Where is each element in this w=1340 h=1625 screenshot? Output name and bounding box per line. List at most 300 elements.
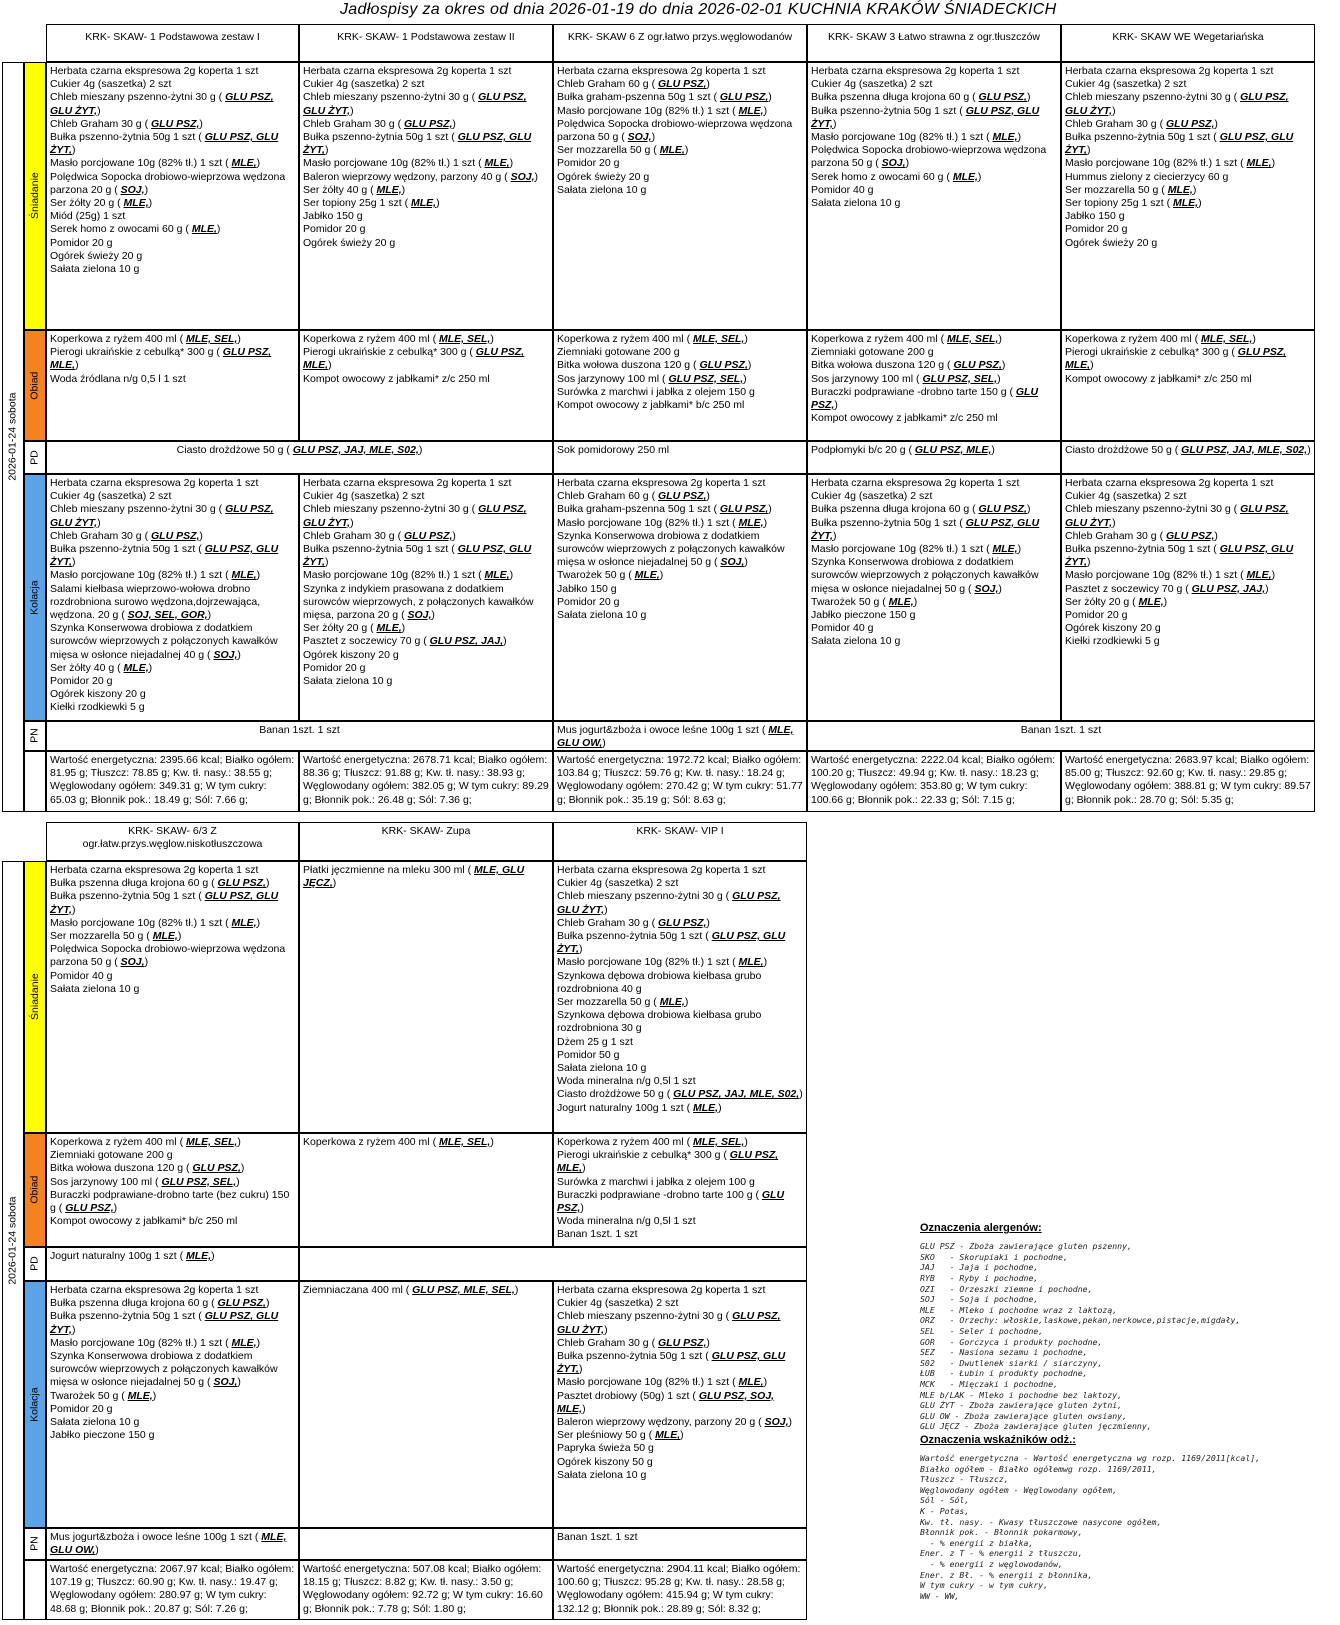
menu-item: Chleb Graham 60 g ( GLU PSZ,) [557, 490, 710, 503]
menu-item: Banan 1szt. 1 szt [1020, 724, 1102, 736]
menu-item: Ser żółty 40 g ( MLE,) [303, 183, 406, 196]
allergen-entry: SOJ - Soja i pochodne, [920, 1294, 1039, 1305]
menu-item: Buraczki podprawiane-drobno tarte (bez cukru) 150 g ( GLU PSZ,) [50, 1188, 290, 1215]
menu-item: Bułka pszenno-żytnia 50g 1 szt ( GLU PSZ, GLU ŻYT,) [1065, 543, 1294, 569]
meal-sniadanie [24, 62, 46, 330]
menu-item: Płatki jęczmienne na mleku 300 ml ( MLE, GLU JĘCZ,) [303, 864, 525, 890]
menu-item: Chleb Graham 30 g ( GLU PSZ,) [1065, 117, 1218, 130]
menu-item: Kompot owocowy z jabłkami* z/c 250 ml [1065, 372, 1252, 385]
menu-item: Ziemniaczana 400 ml ( GLU PSZ, MLE, SEL,) [303, 1284, 519, 1296]
menu-item: Pomidor 40 g [811, 622, 874, 635]
menu-item: Herbata czarna ekspresowa 2g koperta 1 szt [557, 477, 766, 489]
obiad-cell [553, 330, 807, 441]
menu-item: Sałata zielona 10 g [50, 1416, 140, 1429]
sniadanie-cell [46, 861, 299, 1133]
sniadanie-cell [1061, 62, 1315, 330]
indicator-entry: - % energii z węglowodanów, [920, 1559, 1063, 1570]
menu-item: Pomidor 20 g [50, 1402, 113, 1415]
menu-item: Sałata zielona 10 g [557, 609, 647, 622]
menu-item: Koperkowa z ryżem 400 ml ( MLE, SEL,) [811, 333, 1002, 345]
menu-item: Pasztet z soczewicy 70 g ( GLU PSZ, JAJ,) [1065, 582, 1269, 595]
menu-item: Ser topiony 25g 1 szt ( MLE,) [303, 197, 440, 210]
nutrition-cell [46, 751, 299, 812]
allergen-entry: GOR - Gorczyca i produkty pochodne, [920, 1336, 1103, 1347]
menu-item: Szynka Konserwowa drobiowa z dodatkiem surowców wieprzowych z połączonych kawałków mięsa w osłonce niejadalnej 40 g ( SOJ,) [50, 622, 278, 661]
nutrition-cell [299, 751, 553, 812]
menu-item: Chleb mieszany pszenno-żytni 30 g ( GLU PSZ, GLU ŻYT,) [303, 503, 527, 529]
pn-cell [46, 1528, 299, 1560]
menu-item: Pomidor 40 g [811, 183, 874, 196]
menu-item: Sałata zielona 10 g [303, 675, 393, 688]
menu-item: Masło porcjowane 10g (82% tł.) 1 szt ( MLE,) [1065, 157, 1276, 170]
menu-item: Koperkowa z ryżem 400 ml ( MLE, SEL,) [1065, 333, 1256, 345]
menu-item: Pomidor 20 g [557, 157, 620, 170]
legend [920, 1222, 1330, 1601]
menu-item: Cukier 4g (saszetka) 2 szt [303, 490, 425, 503]
menu-item: Polędwica Sopocka drobiowo-wieprzowa wędzona parzona 50 g ( SOJ,) [811, 144, 1047, 170]
menu-item: Ser żółty 20 g ( MLE,) [50, 197, 153, 210]
allergen-entry: MCK - Mięczaki i pochodne, [920, 1378, 1059, 1389]
allergen-entry: MLE - Mleko i pochodne wraz z laktozą, [920, 1304, 1118, 1315]
nutrition-text: Wartość energetyczna: 2222.04 kcal; Białko ogółem: 100.20 g; Tłuszcz: 49.94 g; Kw. tł. nasy.: 18.23 g; Węglowodany ogółem: 353.80 g; W tym cukry: 100.66 g; Błonnik pok.: 22.33 g; Sól: 7.15 g; [811, 754, 1056, 806]
menu-item: Herbata czarna ekspresowa 2g koperta 1 szt [50, 477, 259, 489]
diet-header-label: KRK- SKAW- 6/3 Z [128, 825, 217, 837]
menu-item: Bułka pszenna długa krojona 60 g ( GLU PSZ,) [811, 503, 1031, 516]
menu-item: Chleb Graham 30 g ( GLU PSZ,) [50, 529, 203, 542]
menu-item: Masło porcjowane 10g (82% tł.) 1 szt ( MLE,) [303, 157, 514, 170]
menu-item: Woda mineralna n/g 0,5l 1 szt [557, 1215, 696, 1228]
menu-item: Chleb Graham 30 g ( GLU PSZ,) [303, 529, 456, 542]
menu-item: Surówka z marchwi i jabłka z olejem 150 g [557, 385, 755, 398]
menu-item: Bułka pszenno-żytnia 50g 1 szt ( GLU PSZ, GLU ŻYT,) [50, 131, 279, 157]
menu-item: Bułka pszenno-żytnia 50g 1 szt ( GLU PSZ, GLU ŻYT,) [1065, 131, 1294, 157]
diet-header [46, 24, 299, 62]
menu-item: Szynkowa dębowa drobiowa kiełbasa grubo rozdrobniona 40 g [557, 969, 762, 995]
kolacja-cell [299, 474, 553, 721]
day-label-label: 2026-01-24 sobota [6, 1196, 19, 1285]
menu-item: Pasztet z soczewicy 70 g ( GLU PSZ, JAJ,) [303, 635, 507, 648]
menu-item: Kompot owocowy z jabłkami* z/c 250 ml [303, 372, 490, 385]
menu-item: Banan 1szt. 1 szt [557, 1531, 638, 1543]
menu-item: Sos jarzynowy 100 ml ( GLU PSZ, SEL,) [811, 372, 1001, 385]
menu-item: Pomidor 20 g [50, 675, 113, 688]
menu-item: Pierogi ukraińskie z cebulką* 300 g ( GLU PSZ, MLE,) [557, 1149, 779, 1175]
sniadanie-cell [46, 62, 299, 330]
menu-item: Jabłko pieczone 150 g [50, 1429, 155, 1442]
menu-item: Chleb mieszany pszenno-żytni 30 g ( GLU PSZ, GLU ŻYT,) [50, 503, 274, 529]
meal-kolacja [24, 474, 46, 721]
menu-item: Woda źródlana n/g 0,5 l 1 szt [50, 372, 186, 385]
meal-pd-label: PD [28, 1256, 41, 1272]
nutrition-text: Wartość energetyczna: 2683.97 kcal; Białko ogółem: 85.00 g; Tłuszcz: 92.60 g; Kw. tł. nasy.: 29.85 g; Węglowodany ogółem: 388.81 g; W tym cukry: 89.57 g; Błonnik pok.: 28.70 g; Sól: 5.35 g; [1065, 754, 1311, 806]
menu-item: Ogórek kiszony 50 g [557, 1455, 653, 1468]
obiad-cell [807, 330, 1061, 441]
pd-cell [807, 441, 1061, 474]
menu-item: Salami kiełbasa wieprzowo-wołowa drobno rozdrobniona surowo wędzona,dojrzewająca, wędzona. 20 g ( SOJ, SEL, GOR,) [50, 582, 261, 622]
kolacja-cell [46, 1281, 299, 1528]
menu-item: Sałata zielona 10 g [811, 197, 901, 210]
nutrition-cell [299, 1560, 553, 1620]
menu-item: Herbata czarna ekspresowa 2g koperta 1 szt [1065, 65, 1274, 77]
menu-item: Pasztet drobiowy (50g) 1 szt ( GLU PSZ, SOJ, MLE,) [557, 1389, 775, 1415]
indicator-entry: Białko ogółem - Białko ogółemwg rozp. 1169/2011, [920, 1463, 1157, 1474]
indicator-entry: WW - WW, [920, 1590, 960, 1601]
kolacja-cell [807, 474, 1061, 721]
menu-item: Buraczki podprawiane -drobno tarte 150 g ( GLU PSZ,) [811, 385, 1039, 412]
menu-item: Koperkowa z ryżem 400 ml ( MLE, SEL,) [303, 1136, 494, 1148]
menu-item: Cukier 4g (saszetka) 2 szt [557, 877, 679, 890]
menu-item: Polędwica Sopocka drobiowo-wieprzowa wędzona parzona 50 g ( SOJ,) [50, 943, 286, 969]
menu-item: Ser pleśniowy 50 g ( MLE,) [557, 1429, 684, 1442]
menu-item: Cukier 4g (saszetka) 2 szt [303, 78, 425, 91]
menu-item: Mus jogurt&zboża i owoce leśne 100g 1 szt ( MLE, GLU OW,) [557, 724, 794, 750]
menu-item: Polędwica Sopocka drobiowo-wieprzowa wędzona parzona 20 g ( SOJ,) [50, 170, 286, 196]
menu-item: Jabłko 150 g [303, 210, 363, 223]
menu-item: Herbata czarna ekspresowa 2g koperta 1 szt [50, 864, 259, 876]
pn-cell [807, 721, 1315, 751]
menu-item: Chleb Graham 30 g ( GLU PSZ,) [50, 117, 203, 130]
menu-item: Ziemniaki gotowane 200 g [50, 1149, 173, 1162]
menu-item: Chleb mieszany pszenno-żytni 30 g ( GLU PSZ, GLU ŻYT,) [1065, 503, 1289, 529]
indicator-entry: K - Potas, [920, 1506, 970, 1517]
menu-item: Chleb mieszany pszenno-żytni 30 g ( GLU PSZ, GLU ŻYT,) [557, 890, 781, 916]
menu-item: Ziemniaki gotowane 200 g [811, 346, 934, 359]
menu-item: Chleb mieszany pszenno-żytni 30 g ( GLU PSZ, GLU ŻYT,) [303, 91, 527, 117]
sniadanie-cell [553, 62, 807, 330]
menu-item: Pomidor 50 g [557, 1048, 620, 1061]
meal-obiad [24, 1133, 46, 1247]
pd-cell-empty [299, 1247, 807, 1281]
menu-item: Masło porcjowane 10g (82% tł.) 1 szt ( MLE,) [1065, 569, 1276, 582]
diet-header-label: KRK- SKAW- VIP I [636, 825, 724, 837]
menu-item: Bitka wołowa duszona 120 g ( GLU PSZ,) [811, 359, 1006, 372]
menu-item: Szynkowa dębowa drobiowa kiełbasa grubo rozdrobniona 30 g [557, 1009, 762, 1035]
nutrition-cell [1061, 751, 1315, 812]
menu-item: Twarożek 50 g ( MLE,) [811, 595, 918, 608]
diet-header [553, 24, 807, 62]
menu-item: Ser żółty 20 g ( MLE,) [303, 622, 406, 635]
kolacja-cell [553, 1281, 807, 1528]
menu-item: Jabłko pieczone 150 g [811, 609, 916, 622]
menu-item: Chleb mieszany pszenno-żytni 30 g ( GLU PSZ, GLU ŻYT,) [557, 1310, 781, 1336]
diet-header-label: KRK- SKAW- 1 Podstawowa zestaw II [337, 31, 515, 43]
nutrition-cell [553, 751, 807, 812]
menu-item: Herbata czarna ekspresowa 2g koperta 1 szt [303, 65, 512, 77]
meal-kolacja-label: Kolacja [28, 580, 41, 615]
allergen-entry: GLU JĘCZ - Zboża zawierające gluten jęczmienny, [920, 1421, 1152, 1432]
menu-item: Ser topiony 25g 1 szt ( MLE,) [1065, 197, 1202, 210]
menu-item: Chleb Graham 30 g ( GLU PSZ,) [303, 117, 456, 130]
menu-item: Masło porcjowane 10g (82% tł.) 1 szt ( MLE,) [557, 956, 768, 969]
allergen-entry: OZI - Orzeszki ziemne i pochodne, [920, 1283, 1093, 1294]
diet-header-label: KRK- SKAW WE Wegetariańska [1112, 31, 1264, 43]
nutrition-text: Wartość energetyczna: 2678.71 kcal; Białko ogółem: 88.36 g; Tłuszcz: 91.88 g; Kw. tł. nasy.: 38.93 g; Węglowodany ogółem: 382.05 g; W tym cukry: 89.29 g; Błonnik pok.: 26.48 g; Sól: 7.36 g; [303, 754, 549, 806]
pn-cell [46, 721, 553, 751]
meal-sniadanie [24, 861, 46, 1133]
menu-item: Masło porcjowane 10g (82% tł.) 1 szt ( MLE,) [557, 104, 768, 117]
menu-item: Jabłko 150 g [1065, 210, 1125, 223]
menu-item: Masło porcjowane 10g (82% tł.) 1 szt ( MLE,) [50, 916, 261, 929]
pd-cell [553, 441, 807, 474]
nutrition-text: Wartość energetyczna: 2067.97 kcal; Białko ogółem: 107.19 g; Tłuszcz: 60.90 g; Kw. tł. nasy.: 19.47 g; Węglowodany ogółem: 280.97 g; W tym cukry: 48.68 g; Błonnik pok.: 20.87 g; Sól: 7.26 g; [50, 1563, 295, 1615]
menu-item: Podpłomyki b/c 20 g ( GLU PSZ, MLE,) [811, 444, 995, 456]
meal-sniadanie-label: Śniadanie [28, 172, 41, 220]
allergen-entry: S02 - Dwutlenek siarki / siarczyny, [920, 1357, 1103, 1368]
menu-item: Kompot owocowy z jabłkami* b/c 250 ml [50, 1215, 238, 1228]
diet-header-label: KRK- SKAW 6 Z ogr.łatwo przys.węglowodanów [567, 31, 793, 43]
obiad-cell [553, 1133, 807, 1247]
menu-item: Hummus zielony z ciecierzycy 60 g [1065, 170, 1229, 183]
menu-item: Ser mozzarella 50 g ( MLE,) [1065, 183, 1197, 196]
meal-pn-label: PN [28, 728, 41, 744]
meal-pd [24, 1247, 46, 1281]
menu-item: Masło porcjowane 10g (82% tł.) 1 szt ( MLE,) [303, 569, 514, 582]
menu-item: Koperkowa z ryżem 400 ml ( MLE, SEL,) [557, 333, 748, 345]
indicator-entry: Węglowodany ogółem - Węglowodany ogółem, [920, 1484, 1118, 1495]
menu-item: Sałata zielona 10 g [811, 635, 901, 648]
meal-sniadanie-label: Śniadanie [28, 973, 41, 1021]
menu-item: Masło porcjowane 10g (82% tł.) 1 szt ( MLE,) [811, 543, 1022, 556]
menu-item: Surówka z marchwi i jabłka z olejem 100 g [557, 1175, 755, 1188]
menu-item: Bułka pszenno-żytnia 50g 1 szt ( GLU PSZ, GLU ŻYT,) [303, 131, 532, 157]
menu-item: Herbata czarna ekspresowa 2g koperta 1 szt [50, 65, 259, 77]
menu-item: Chleb Graham 30 g ( GLU PSZ,) [557, 1336, 710, 1349]
obiad-cell [299, 330, 553, 441]
menu-item: Ser żółty 40 g ( MLE,) [50, 661, 153, 674]
menu-item: Jabłko 150 g [557, 582, 617, 595]
menu-item: Koperkowa z ryżem 400 ml ( MLE, SEL,) [557, 1136, 748, 1148]
indicator-entry: Kw. tł. nasy. - Kwasy tłuszczowe nasycone ogółem, [920, 1516, 1162, 1527]
diet-header [46, 822, 299, 861]
menu-item: Bułka graham-pszenna 50g 1 szt ( GLU PSZ,) [557, 91, 772, 104]
meal-kolacja [24, 1281, 46, 1528]
menu-item: Serek homo z owocami 60 g ( MLE,) [811, 170, 982, 183]
allergen-entry: SEZ - Nasiona sezamu i pochodne, [920, 1347, 1088, 1358]
page-title: Jadłospisy za okres od dnia 2026-01-19 do dnia 2026-02-01 KUCHNIA KRAKÓW ŚNIADECKICH [340, 1, 1057, 18]
menu-item: Koperkowa z ryżem 400 ml ( MLE, SEL,) [50, 333, 241, 345]
menu-item: Pierogi ukraińskie z cebulką* 300 g ( GLU PSZ, MLE,) [303, 346, 525, 372]
pd-cell [46, 1247, 299, 1281]
menu-item: Bułka pszenno-żytnia 50g 1 szt ( GLU PSZ, GLU ŻYT,) [557, 930, 786, 956]
sniadanie-cell [299, 861, 553, 1133]
meal-pn-label: PN [28, 1536, 41, 1552]
menu-item: Pomidor 20 g [303, 661, 366, 674]
menu-item: Woda mineralna n/g 0,5l 1 szt [557, 1075, 696, 1088]
menu-item: Sos jarzynowy 100 ml ( GLU PSZ, SEL,) [50, 1175, 240, 1188]
indicator-entry: Ener. z Bł. - % energii z błonnika, [920, 1569, 1093, 1580]
menu-item: Ser mozzarella 50 g ( MLE,) [50, 930, 182, 943]
menu-item: Ciasto drożdżowe 50 g ( GLU PSZ, JAJ, MLE, S02,) [176, 444, 423, 456]
allergen-legend-title: Oznaczenia alergenów: [920, 1222, 1042, 1234]
menu-item: Cukier 4g (saszetka) 2 szt [557, 1297, 679, 1310]
menu-item: Ogórek kiszony 20 g [50, 688, 146, 701]
indicator-entry: Tłuszcz - Tłuszcz, [920, 1474, 1009, 1485]
menu-item: Twarożek 50 g ( MLE,) [50, 1389, 157, 1402]
menu-item: Herbata czarna ekspresowa 2g koperta 1 szt [557, 864, 766, 876]
menu-item: Miód (25g) 1 szt [50, 210, 126, 223]
day-label [2, 62, 24, 812]
menu-item: Herbata czarna ekspresowa 2g koperta 1 szt [303, 477, 512, 489]
menu-item: Twarożek 50 g ( MLE,) [557, 569, 664, 582]
menu-item: Bułka pszenno-żytnia 50g 1 szt ( GLU PSZ, GLU ŻYT,) [303, 543, 532, 569]
menu-item: Ciasto drożdżowe 50 g ( GLU PSZ, JAJ, MLE, S02,) [557, 1088, 803, 1101]
pn-cell [553, 721, 807, 751]
menu-item: Herbata czarna ekspresowa 2g koperta 1 szt [557, 1284, 766, 1296]
menu-item: Kompot owocowy z jabłkami* z/c 250 ml [811, 412, 998, 425]
menu-item: Buraczki podprawiane -drobno tarte 100 g ( GLU PSZ,) [557, 1188, 785, 1215]
pn-cell [299, 1528, 553, 1560]
menu-item: Szynka Konserwowa drobiowa z dodatkiem surowców wieprzowych z połączonych kawałków mięsa w osłonce niejadalnej 50 g ( SOJ,) [50, 1350, 278, 1389]
menu-item: Ogórek świeży 20 g [303, 236, 396, 249]
meal-nutrition [24, 751, 46, 812]
menu-item: Ser mozzarella 50 g ( MLE,) [557, 996, 689, 1009]
menu-item: Bułka pszenna długa krojona 60 g ( GLU PSZ,) [811, 91, 1031, 104]
diet-header-label: KRK- SKAW- 1 Podstawowa zestaw I [85, 31, 260, 43]
indicator-entry: Wartość energetyczna - Wartość energetyczna wg rozp. 1169/2011[kcal], [920, 1453, 1261, 1464]
allergen-entry: GLU ŻYT - Zboża zawierające gluten żytni, [920, 1400, 1123, 1411]
menu-item: Baleron wieprzowy wędzony, parzony 40 g ( SOJ,) [303, 170, 539, 183]
menu-item: Bułka pszenno-żytnia 50g 1 szt ( GLU PSZ, GLU ŻYT,) [50, 890, 279, 916]
menu-item: Koperkowa z ryżem 400 ml ( MLE, SEL,) [50, 1136, 241, 1148]
allergen-entry: SEL - Seler i pochodne, [920, 1325, 1044, 1336]
menu-item: Szynka Konserwowa drobiowa z dodatkiem surowców wieprzowych z połączonych kawałków mięsa w osłonce niejadalnej 50 g ( SOJ,) [557, 529, 785, 569]
pd-cell [1061, 441, 1315, 474]
indicator-entry: Błonnik pok. - Błonnik pokarmowy, [920, 1527, 1083, 1538]
menu-item: Bułka pszenna długa krojona 60 g ( GLU PSZ,) [50, 877, 270, 890]
menu-item: Ogórek kiszony 20 g [303, 648, 399, 661]
sniadanie-cell [553, 861, 807, 1133]
menu-item: Szynka Konserwowa drobiowa z dodatkiem surowców wieprzowych z połączonych kawałków mięsa w osłonce niejadalnej 50 g ( SOJ,) [811, 556, 1039, 595]
menu-item: Herbata czarna ekspresowa 2g koperta 1 szt [1065, 477, 1274, 489]
menu-item: Herbata czarna ekspresowa 2g koperta 1 szt [811, 477, 1020, 489]
menu-item: Herbata czarna ekspresowa 2g koperta 1 szt [557, 65, 766, 77]
menu-item: Sos jarzynowy 100 ml ( GLU PSZ, SEL,) [557, 372, 747, 385]
menu-item: Pomidor 20 g [50, 236, 113, 249]
nutrition-cell [46, 1560, 299, 1620]
kolacja-cell [46, 474, 299, 721]
menu-item: Sałata zielona 10 g [50, 263, 140, 276]
menu-item: Cukier 4g (saszetka) 2 szt [1065, 78, 1187, 91]
indicator-entry: W tym cukry - w tym cukry, [920, 1580, 1049, 1591]
menu-item: Bułka pszenno-żytnia 50g 1 szt ( GLU PSZ, GLU ŻYT,) [811, 104, 1040, 130]
sniadanie-cell [299, 62, 553, 330]
diet-header [553, 822, 807, 861]
indicator-entry: Ener. z T - % energii z tłuszczu, [920, 1548, 1083, 1559]
menu-item: Koperkowa z ryżem 400 ml ( MLE, SEL,) [303, 333, 494, 345]
menu-item: Pomidor 40 g [50, 969, 113, 982]
menu-item: Ser żółty 20 g ( MLE,) [1065, 595, 1168, 608]
nutrition-cell [553, 1560, 807, 1620]
diet-header [807, 24, 1061, 62]
menu-item: Ogórek świeży 20 g [50, 249, 143, 262]
nutrition-text: Wartość energetyczna: 1972.72 kcal; Białko ogółem: 103.84 g; Tłuszcz: 59.76 g; Kw. tł. nasy.: 18.24 g; Węglowodany ogółem: 270.42 g; W tym cukry: 51.77 g; Błonnik pok.: 35.19 g; Sól: 8.63 g; [557, 754, 803, 806]
allergen-list [920, 1241, 1330, 1432]
menu-item: Herbata czarna ekspresowa 2g koperta 1 szt [811, 65, 1020, 77]
diet-header-label: KRK- SKAW 3 Łatwo strawna z ogr.tłuszczów [827, 31, 1041, 43]
kolacja-cell [299, 1281, 553, 1528]
allergen-entry: MLE b/LAK - Mleko i pochodne bez laktozy, [920, 1389, 1123, 1400]
indicator-entry: Sól - Sól, [920, 1495, 970, 1506]
menu-item: Serek homo z owocami 60 g ( MLE,) [50, 223, 221, 236]
meal-nutrition [24, 1560, 46, 1620]
nutrition-text: Wartość energetyczna: 2904.11 kcal; Białko ogółem: 100.60 g; Tłuszcz: 95.28 g; Kw. tł. nasy.: 28.58 g; Węglowodany ogółem: 415.94 g; W tym cukry: 132.12 g; Błonnik pok.: 28.89 g; Sól: 8.32 g; [557, 1563, 801, 1615]
meal-pd [24, 441, 46, 474]
meal-kolacja-label: Kolacja [28, 1387, 41, 1422]
menu-item: Bułka pszenno-żytnia 50g 1 szt ( GLU PSZ, GLU ŻYT,) [557, 1350, 786, 1376]
menu-item: Sałata zielona 10 g [557, 1468, 647, 1481]
menu-item: Bułka graham-pszenna 50g 1 szt ( GLU PSZ,) [557, 503, 772, 516]
menu-item: Ogórek kiszony 20 g [1065, 622, 1161, 635]
meal-pd-label: PD [28, 450, 41, 465]
menu-item: Masło porcjowane 10g (82% tł.) 1 szt ( MLE,) [811, 131, 1022, 144]
menu-item: Sok pomidorowy 250 ml [557, 444, 670, 456]
menu-item: Jogurt naturalny 100g 1 szt ( MLE,) [557, 1101, 722, 1114]
obiad-cell [299, 1133, 553, 1247]
menu-item: Sałata zielona 10 g [557, 183, 647, 196]
indicator-list [920, 1453, 1330, 1601]
indicator-legend-title: Oznaczenia wskaźników odż.: [920, 1433, 1076, 1446]
menu-item: Ser mozzarella 50 g ( MLE,) [557, 144, 689, 157]
menu-item: Pomidor 20 g [1065, 609, 1128, 622]
menu-item: Chleb mieszany pszenno-żytni 30 g ( GLU PSZ, GLU ŻYT,) [50, 91, 274, 117]
menu-item: Pomidor 20 g [1065, 223, 1128, 236]
menu-item: Ogórek świeży 20 g [557, 170, 650, 183]
pn-cell [553, 1528, 807, 1560]
menu-item: Masło porcjowane 10g (82% tł.) 1 szt ( MLE,) [557, 1376, 768, 1389]
kolacja-cell [1061, 474, 1315, 721]
menu-item: Chleb Graham 30 g ( GLU PSZ,) [1065, 529, 1218, 542]
meal-obiad [24, 330, 46, 441]
menu-item: Polędwica Sopocka drobiowo-wieprzowa wędzona parzona 50 g ( SOJ,) [557, 117, 793, 144]
menu-item: Kompot owocowy z jabłkami* b/c 250 ml [557, 399, 745, 412]
menu-item: Pomidor 20 g [303, 223, 366, 236]
menu-item: Pierogi ukraińskie z cebulką* 300 g ( GLU PSZ, MLE,) [1065, 346, 1287, 372]
menu-item: Masło porcjowane 10g (82% tł.) 1 szt ( MLE,) [50, 1336, 261, 1349]
menu-item: Banan 1szt. 1 szt [259, 724, 340, 736]
allergen-entry: ŁUB - Łubin i produkty pochodne, [920, 1368, 1088, 1379]
meal-obiad-label: Obiad [28, 371, 41, 400]
obiad-cell [46, 330, 299, 441]
menu-item: Bułka pszenno-żytnia 50g 1 szt ( GLU PSZ, GLU ŻYT,) [50, 1310, 279, 1336]
menu-item: Ziemniaki gotowane 200 g [557, 346, 680, 359]
diet-header [1061, 24, 1315, 62]
menu-item: Bitka wołowa duszona 120 g ( GLU PSZ,) [557, 359, 752, 372]
menu-item: Herbata czarna ekspresowa 2g koperta 1 szt [50, 1284, 259, 1296]
diet-header [299, 822, 553, 861]
pd-cell [46, 441, 553, 474]
menu-item: Masło porcjowane 10g (82% tł.) 1 szt ( MLE,) [50, 569, 261, 582]
menu-item: Mus jogurt&zboża i owoce leśne 100g 1 szt ( MLE, GLU OW,) [50, 1531, 287, 1557]
obiad-cell [46, 1133, 299, 1247]
nutrition-text: Wartość energetyczna: 2395.66 kcal; Białko ogółem: 81.95 g; Tłuszcz: 78.85 g; Kw. tł. nasy.: 38.55 g; Węglowodany ogółem: 349.31 g; W tym cukry: 65.03 g; Błonnik pok.: 18.49 g; Sól: 7.66 g; [50, 754, 295, 806]
menu-item: Pomidor 20 g [557, 595, 620, 608]
menu-item: Pierogi ukraińskie z cebulką* 300 g ( GLU PSZ, MLE,) [50, 346, 272, 372]
menu-item: Masło porcjowane 10g (82% tł.) 1 szt ( MLE,) [50, 157, 261, 170]
menu-item: Ciasto drożdżowe 50 g ( GLU PSZ, JAJ, MLE, S02,) [1065, 444, 1311, 456]
menu-item: Sałata zielona 10 g [557, 1062, 647, 1075]
allergen-entry: JAJ - Jaja i pochodne, [920, 1262, 1039, 1273]
nutrition-text: Wartość energetyczna: 507.08 kcal; Białko ogółem: 18.15 g; Tłuszcz: 8.82 g; Kw. tł. nasy.: 3.50 g; Węglowodany ogółem: 92.72 g; W tym cukry: 16.60 g; Błonnik pok.: 7.78 g; Sól: 1.80 g; [303, 1563, 543, 1615]
menu-item: Kiełki rzodkiewki 5 g [50, 701, 145, 714]
menu-item: Masło porcjowane 10g (82% tł.) 1 szt ( MLE,) [557, 516, 768, 529]
allergen-entry: RYB - Ryby i pochodne, [920, 1272, 1039, 1283]
menu-item: Cukier 4g (saszetka) 2 szt [1065, 490, 1187, 503]
menu-item: Chleb mieszany pszenno-żytni 30 g ( GLU PSZ, GLU ŻYT,) [1065, 91, 1289, 117]
menu-item: Jogurt naturalny 100g 1 szt ( MLE,) [50, 1250, 215, 1262]
allergen-entry: GLU PSZ - Zboża zawierające gluten pszenny, [920, 1241, 1132, 1252]
kolacja-cell [553, 474, 807, 721]
menu-item: Banan 1szt. 1 szt [557, 1228, 638, 1241]
